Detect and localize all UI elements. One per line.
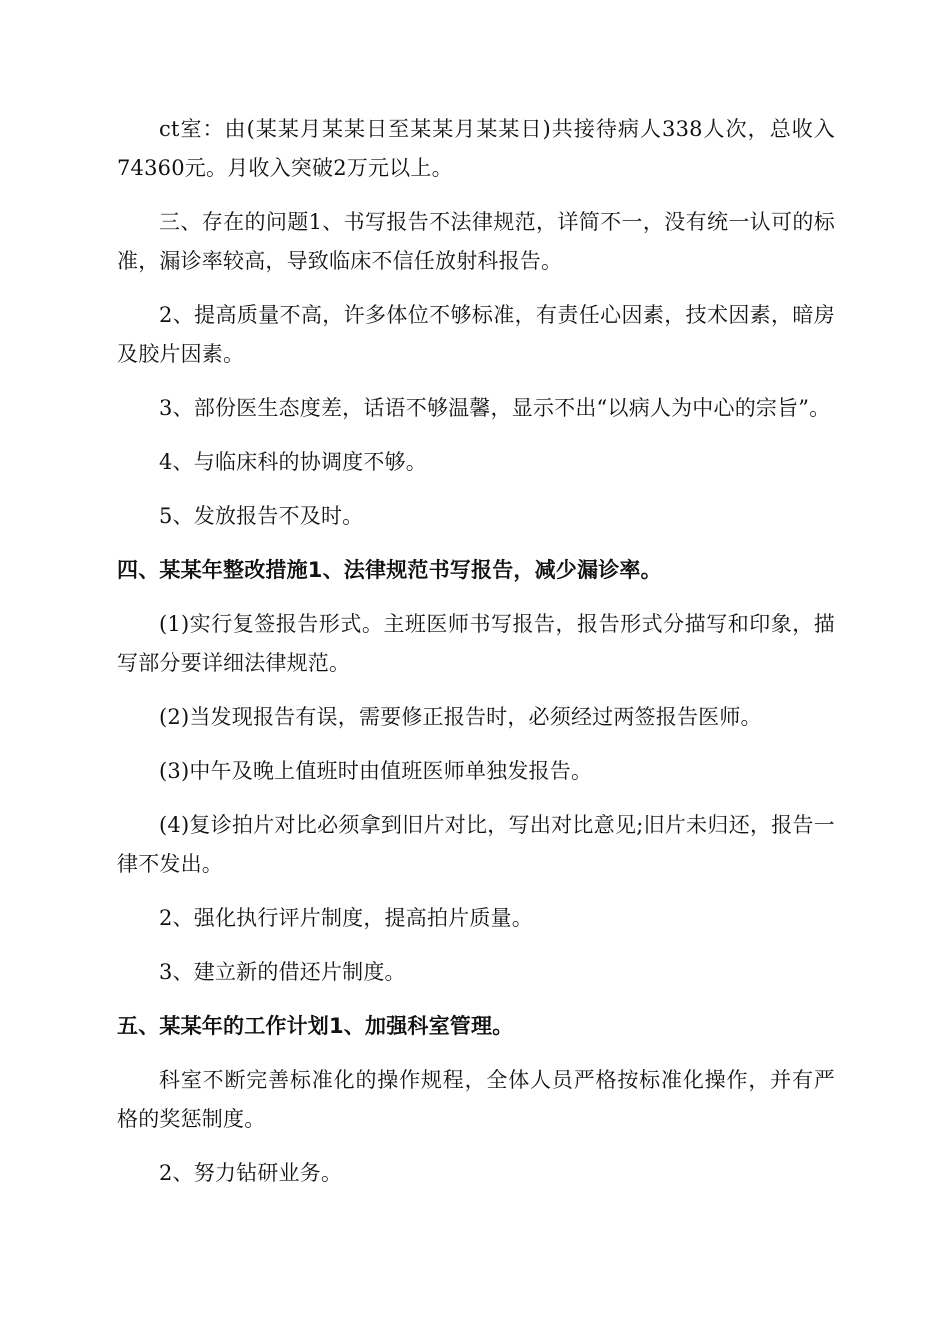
- paragraph-measure-3: (3)中午及晚上值班时由值班医师单独发报告。: [159, 759, 593, 783]
- section-heading-work-plan: 五、某某年的工作计划1、加强科室管理。: [117, 1014, 514, 1038]
- paragraph-existing-problems: 三、存在的问题1、书写报告不法律规范，详简不一，没有统一认可的标准，漏诊率较高，导致临床不信任放射科报告。: [117, 210, 835, 273]
- paragraph-problem-3: 3、部份医生态度差，话语不够温馨，显示不出“以病人为中心的宗旨”。: [159, 396, 831, 420]
- paragraph-ct-room-income: ct室：由(某某月某某日至某某月某某日)共接待病人338人次，总收入74360元。月收入突破2万元以上。: [117, 117, 835, 180]
- paragraph-evaluation-system: 2、强化执行评片制度，提高拍片质量。: [159, 906, 533, 930]
- paragraph-measure-2: (2)当发现报告有误，需要修正报告时，必须经过两签报告医师。: [159, 705, 762, 729]
- paragraph-borrow-return-system: 3、建立新的借还片制度。: [159, 960, 406, 984]
- paragraph-problem-4: 4、与临床科的协调度不够。: [159, 450, 427, 474]
- paragraph-study-business: 2、努力钻研业务。: [159, 1161, 343, 1185]
- paragraph-measure-1: (1)实行复签报告形式。主班医师书写报告，报告形式分描写和印象，描写部分要详细法律规范。: [117, 612, 835, 675]
- paragraph-problem-5: 5、发放报告不及时。: [159, 504, 364, 528]
- paragraph-measure-4: (4)复诊拍片对比必须拿到旧片对比，写出对比意见;旧片未归还，报告一律不发出。: [117, 813, 835, 876]
- document-page: [117, 110, 835, 1208]
- section-heading-rectification: 四、某某年整改措施1、法律规范书写报告，减少漏诊率。: [117, 558, 662, 582]
- paragraph-problem-2: 2、提高质量不高，许多体位不够标准，有责任心因素，技术因素，暗房及胶片因素。: [117, 303, 835, 366]
- paragraph-department-standards: 科室不断完善标准化的操作规程，全体人员严格按标准化操作，并有严格的奖惩制度。: [117, 1068, 835, 1131]
